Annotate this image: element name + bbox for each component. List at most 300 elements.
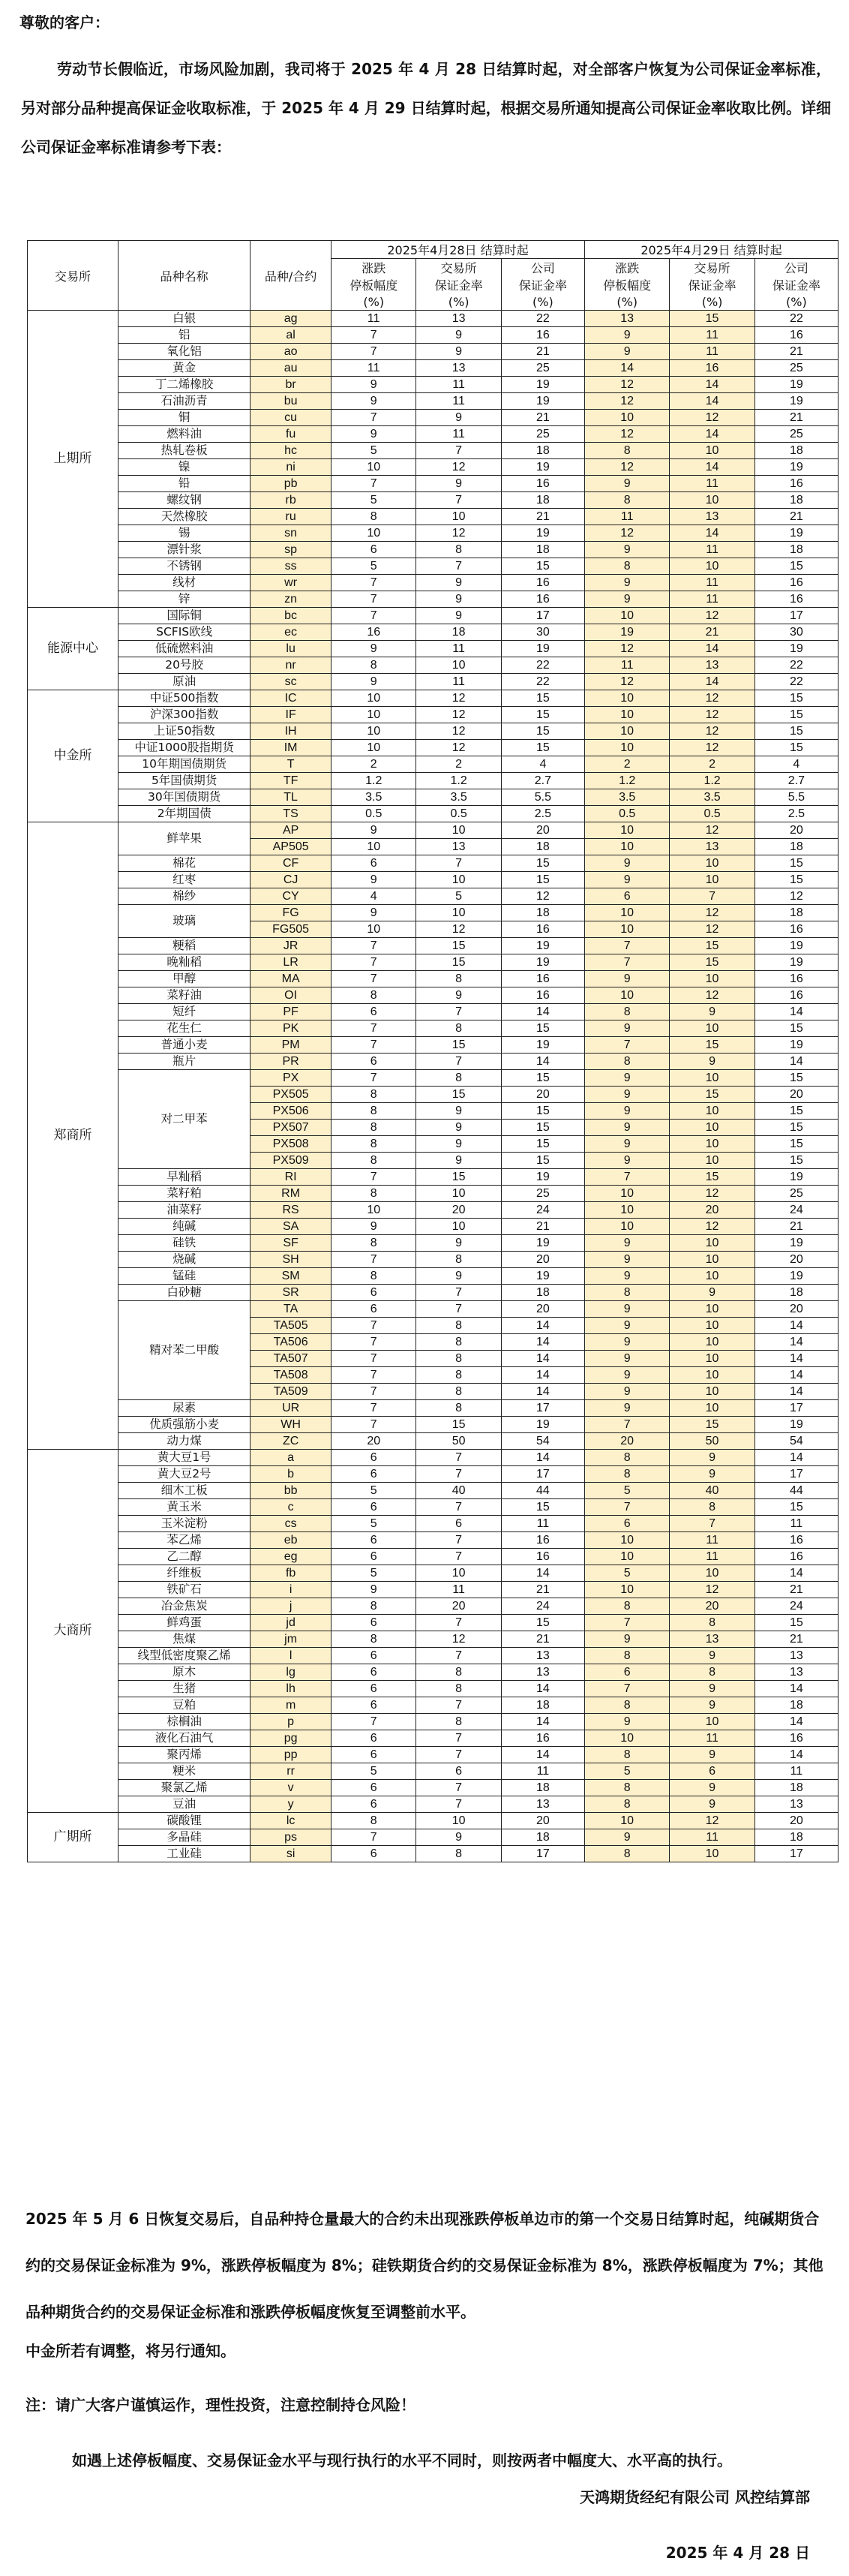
cell-code: pg xyxy=(250,1730,332,1747)
table-body xyxy=(28,311,838,1862)
cell-limit-0428: 10 xyxy=(332,723,416,740)
cell-compmargin-0428: 14 xyxy=(501,1565,584,1582)
cell-compmargin-0429: 14 xyxy=(754,1384,838,1400)
cell-product-name: 燃料油 xyxy=(118,426,250,443)
cell-compmargin-0429: 20 xyxy=(754,1301,838,1318)
cell-exmargin-0428: 9 xyxy=(416,1136,501,1153)
cell-limit-0429: 8 xyxy=(585,558,670,575)
cell-compmargin-0429: 20 xyxy=(754,1087,838,1103)
cell-limit-0428: 6 xyxy=(332,1796,416,1813)
cell-compmargin-0428: 13 xyxy=(501,1796,584,1813)
header-compmargin-1b: 保证金率 xyxy=(501,276,584,293)
cell-compmargin-0428: 14 xyxy=(501,1450,584,1466)
cell-limit-0428: 7 xyxy=(332,1400,416,1417)
cell-exmargin-0428: 15 xyxy=(416,1169,501,1186)
cell-exmargin-0429: 50 xyxy=(670,1433,754,1450)
cell-code: ZC xyxy=(250,1433,332,1450)
cell-compmargin-0428: 15 xyxy=(501,1120,584,1136)
cell-exmargin-0429: 11 xyxy=(670,1730,754,1747)
cell-exmargin-0428: 12 xyxy=(416,723,501,740)
table-row xyxy=(28,1417,838,1433)
cell-exmargin-0429: 40 xyxy=(670,1483,754,1499)
cell-compmargin-0429: 15 xyxy=(754,558,838,575)
cell-product-name: 黄大豆2号 xyxy=(118,1466,250,1483)
table-row xyxy=(28,1070,838,1087)
cell-code: b xyxy=(250,1466,332,1483)
cell-exmargin-0428: 8 xyxy=(416,1334,501,1351)
cell-exmargin-0428: 9 xyxy=(416,1235,501,1252)
cell-compmargin-0428: 15 xyxy=(501,872,584,888)
cell-compmargin-0428: 16 xyxy=(501,476,584,492)
cell-compmargin-0429: 14 xyxy=(754,1351,838,1367)
cell-compmargin-0429: 11 xyxy=(754,1516,838,1532)
cell-product-name: 烧碱 xyxy=(118,1252,250,1268)
cell-exmargin-0428: 8 xyxy=(416,1351,501,1367)
cell-exmargin-0429: 14 xyxy=(670,674,754,690)
cell-exmargin-0428: 11 xyxy=(416,393,501,410)
cell-product-name: 螺纹钢 xyxy=(118,492,250,509)
greeting: 尊敬的客户： xyxy=(20,14,110,32)
cell-limit-0429: 9 xyxy=(585,476,670,492)
cell-limit-0428: 7 xyxy=(332,476,416,492)
cell-product-name: 锌 xyxy=(118,591,250,608)
cell-exmargin-0428: 15 xyxy=(416,1087,501,1103)
cell-product-name: 线型低密度聚乙烯 xyxy=(118,1648,250,1664)
cell-code: ps xyxy=(250,1829,332,1846)
cell-limit-0429: 6 xyxy=(585,888,670,905)
table-row xyxy=(28,1780,838,1796)
cell-product-name: 玻璃 xyxy=(118,905,250,938)
cell-exmargin-0429: 12 xyxy=(670,723,754,740)
cell-product-name: 瓶片 xyxy=(118,1054,250,1070)
cell-compmargin-0429: 13 xyxy=(754,1648,838,1664)
cell-limit-0429: 5 xyxy=(585,1763,670,1780)
table-row xyxy=(28,1466,838,1483)
cell-compmargin-0429: 17 xyxy=(754,1400,838,1417)
cell-compmargin-0428: 19 xyxy=(501,938,584,954)
cell-limit-0429: 7 xyxy=(585,1681,670,1697)
cell-compmargin-0428: 15 xyxy=(501,723,584,740)
cell-exmargin-0429: 10 xyxy=(670,855,754,872)
cell-limit-0429: 9 xyxy=(585,1252,670,1268)
cell-limit-0429: 20 xyxy=(585,1433,670,1450)
cell-compmargin-0428: 14 xyxy=(501,1318,584,1334)
cell-code: TA xyxy=(250,1301,332,1318)
cell-exmargin-0428: 20 xyxy=(416,1598,501,1615)
cell-compmargin-0428: 14 xyxy=(501,1054,584,1070)
cell-compmargin-0429: 15 xyxy=(754,1615,838,1631)
header-limit-1c: (%) xyxy=(332,293,416,311)
cell-product-name: 粳米 xyxy=(118,1763,250,1780)
cell-compmargin-0428: 22 xyxy=(501,311,584,327)
cell-compmargin-0428: 19 xyxy=(501,954,584,971)
header-group-0428: 2025年4月28日 结算时起 xyxy=(332,241,585,259)
cell-code: rr xyxy=(250,1763,332,1780)
cell-limit-0428: 6 xyxy=(332,542,416,558)
cell-code: lu xyxy=(250,641,332,657)
cell-exmargin-0428: 7 xyxy=(416,1004,501,1020)
cell-product-name: 黄玉米 xyxy=(118,1499,250,1516)
cell-code: SF xyxy=(250,1235,332,1252)
cell-compmargin-0428: 15 xyxy=(501,740,584,756)
cell-exmargin-0429: 14 xyxy=(670,525,754,542)
cell-limit-0429: 8 xyxy=(585,1054,670,1070)
cell-compmargin-0429: 19 xyxy=(754,1268,838,1285)
cell-compmargin-0429: 16 xyxy=(754,1730,838,1747)
cell-code: TL xyxy=(250,789,332,806)
cell-limit-0428: 6 xyxy=(332,1664,416,1681)
cell-compmargin-0428: 19 xyxy=(501,459,584,476)
cell-compmargin-0428: 21 xyxy=(501,344,584,360)
cell-product-name: 玉米淀粉 xyxy=(118,1516,250,1532)
cell-limit-0428: 5 xyxy=(332,1763,416,1780)
cell-exmargin-0428: 11 xyxy=(416,426,501,443)
cell-code: TF xyxy=(250,773,332,789)
cell-compmargin-0429: 15 xyxy=(754,1499,838,1516)
cell-code: PR xyxy=(250,1054,332,1070)
cell-product-name: 聚丙烯 xyxy=(118,1747,250,1763)
table-row xyxy=(28,311,838,327)
table-row xyxy=(28,855,838,872)
cell-code: CF xyxy=(250,855,332,872)
table-row xyxy=(28,657,838,674)
cell-exmargin-0428: 7 xyxy=(416,1730,501,1747)
header-limit-1b: 停板幅度 xyxy=(332,276,416,293)
cell-exmargin-0428: 20 xyxy=(416,1202,501,1219)
cell-limit-0429: 7 xyxy=(585,1169,670,1186)
cell-compmargin-0428: 15 xyxy=(501,1136,584,1153)
cell-compmargin-0428: 14 xyxy=(501,1004,584,1020)
table-row xyxy=(28,1516,838,1532)
cell-code: v xyxy=(250,1780,332,1796)
cell-limit-0428: 7 xyxy=(332,1020,416,1037)
cell-code: a xyxy=(250,1450,332,1466)
cell-exmargin-0428: 12 xyxy=(416,690,501,707)
cell-exmargin-0429: 1.2 xyxy=(670,773,754,789)
cell-limit-0428: 9 xyxy=(332,1582,416,1598)
cell-product-name: 尿素 xyxy=(118,1400,250,1417)
cell-limit-0429: 7 xyxy=(585,1417,670,1433)
cell-exchange: 中金所 xyxy=(28,690,118,822)
cell-compmargin-0429: 14 xyxy=(754,1450,838,1466)
cell-exmargin-0429: 10 xyxy=(670,872,754,888)
header-exmargin-1c: (%) xyxy=(416,293,501,311)
cell-limit-0428: 7 xyxy=(332,327,416,344)
cell-limit-0428: 10 xyxy=(332,839,416,855)
cell-limit-0429: 9 xyxy=(585,1020,670,1037)
cell-compmargin-0428: 16 xyxy=(501,591,584,608)
cell-compmargin-0428: 18 xyxy=(501,443,584,459)
cell-exmargin-0428: 9 xyxy=(416,608,501,624)
cell-code: PX507 xyxy=(250,1120,332,1136)
cell-compmargin-0429: 54 xyxy=(754,1433,838,1450)
cell-compmargin-0429: 15 xyxy=(754,1120,838,1136)
cell-limit-0428: 6 xyxy=(332,1549,416,1565)
cell-limit-0429: 6 xyxy=(585,1516,670,1532)
table-row xyxy=(28,542,838,558)
cell-limit-0428: 1.2 xyxy=(332,773,416,789)
cell-compmargin-0428: 15 xyxy=(501,1499,584,1516)
cell-product-name: 上证50指数 xyxy=(118,723,250,740)
cell-compmargin-0429: 18 xyxy=(754,905,838,921)
cell-code: TA507 xyxy=(250,1351,332,1367)
cell-exmargin-0429: 10 xyxy=(670,1268,754,1285)
cell-limit-0429: 9 xyxy=(585,1384,670,1400)
cell-product-name: 优质强筋小麦 xyxy=(118,1417,250,1433)
cell-compmargin-0428: 16 xyxy=(501,1532,584,1549)
cell-limit-0429: 9 xyxy=(585,542,670,558)
table-row xyxy=(28,426,838,443)
cell-compmargin-0428: 20 xyxy=(501,1087,584,1103)
header-compmargin-2a: 公司 xyxy=(754,259,838,277)
cell-code: eb xyxy=(250,1532,332,1549)
cell-exmargin-0429: 10 xyxy=(670,971,754,987)
table-row xyxy=(28,905,838,921)
cell-limit-0429: 19 xyxy=(585,624,670,641)
cell-product-name: 棉纱 xyxy=(118,888,250,905)
cell-limit-0428: 6 xyxy=(332,1466,416,1483)
table-row xyxy=(28,1747,838,1763)
cell-exmargin-0429: 10 xyxy=(670,1714,754,1730)
cell-compmargin-0428: 13 xyxy=(501,1648,584,1664)
cell-limit-0428: 9 xyxy=(332,822,416,839)
cell-compmargin-0428: 25 xyxy=(501,1186,584,1202)
cell-limit-0428: 7 xyxy=(332,1714,416,1730)
cell-product-name: 菜籽油 xyxy=(118,987,250,1004)
cell-compmargin-0428: 14 xyxy=(501,1747,584,1763)
cell-exmargin-0429: 13 xyxy=(670,839,754,855)
cell-compmargin-0429: 19 xyxy=(754,459,838,476)
cell-limit-0428: 5 xyxy=(332,1516,416,1532)
header-limit-1a: 涨跌 xyxy=(332,259,416,277)
cell-limit-0428: 8 xyxy=(332,1153,416,1169)
cell-exmargin-0428: 12 xyxy=(416,525,501,542)
cell-code: SM xyxy=(250,1268,332,1285)
cell-product-name: 不锈钢 xyxy=(118,558,250,575)
cell-compmargin-0429: 15 xyxy=(754,1153,838,1169)
cell-exmargin-0428: 8 xyxy=(416,1846,501,1862)
cell-limit-0428: 6 xyxy=(332,1532,416,1549)
cell-limit-0428: 8 xyxy=(332,1235,416,1252)
cell-exmargin-0429: 20 xyxy=(670,1202,754,1219)
table-row xyxy=(28,624,838,641)
cell-product-name: 2年期国债 xyxy=(118,806,250,822)
cell-exmargin-0429: 12 xyxy=(670,1813,754,1829)
cell-limit-0429: 9 xyxy=(585,591,670,608)
cell-limit-0429: 10 xyxy=(585,1730,670,1747)
cell-compmargin-0429: 19 xyxy=(754,377,838,393)
cell-exmargin-0429: 11 xyxy=(670,1829,754,1846)
cell-exmargin-0429: 15 xyxy=(670,1037,754,1054)
cell-limit-0429: 5 xyxy=(585,1565,670,1582)
cell-code: si xyxy=(250,1846,332,1862)
cell-exmargin-0429: 11 xyxy=(670,591,754,608)
cell-exmargin-0428: 6 xyxy=(416,1763,501,1780)
table-row xyxy=(28,1714,838,1730)
cell-exmargin-0428: 10 xyxy=(416,509,501,525)
table-row xyxy=(28,1202,838,1219)
cell-product-name: 红枣 xyxy=(118,872,250,888)
cell-exchange: 大商所 xyxy=(28,1450,118,1813)
cell-code: ao xyxy=(250,344,332,360)
cell-product-name: 锡 xyxy=(118,525,250,542)
cell-code: OI xyxy=(250,987,332,1004)
cell-limit-0429: 8 xyxy=(585,1697,670,1714)
cell-compmargin-0429: 13 xyxy=(754,1796,838,1813)
table-row xyxy=(28,1483,838,1499)
cell-exmargin-0429: 12 xyxy=(670,822,754,839)
cell-exmargin-0428: 0.5 xyxy=(416,806,501,822)
cell-code: IF xyxy=(250,707,332,723)
header-compmargin-1a: 公司 xyxy=(501,259,584,277)
cell-product-name: 豆油 xyxy=(118,1796,250,1813)
cell-compmargin-0429: 18 xyxy=(754,839,838,855)
table-row xyxy=(28,575,838,591)
cell-exmargin-0428: 11 xyxy=(416,1582,501,1598)
cell-exmargin-0429: 13 xyxy=(670,509,754,525)
cell-exmargin-0428: 13 xyxy=(416,839,501,855)
cell-compmargin-0429: 4 xyxy=(754,756,838,773)
cell-compmargin-0428: 18 xyxy=(501,1780,584,1796)
cell-limit-0429: 0.5 xyxy=(585,806,670,822)
cell-exmargin-0429: 12 xyxy=(670,1219,754,1235)
cell-limit-0428: 5 xyxy=(332,1483,416,1499)
cell-limit-0429: 9 xyxy=(585,855,670,872)
cell-product-name: 苯乙烯 xyxy=(118,1532,250,1549)
cell-exmargin-0428: 7 xyxy=(416,1450,501,1466)
cell-exmargin-0428: 8 xyxy=(416,1681,501,1697)
cell-compmargin-0428: 5.5 xyxy=(501,789,584,806)
cell-limit-0428: 6 xyxy=(332,1499,416,1516)
cell-compmargin-0429: 14 xyxy=(754,1714,838,1730)
cell-limit-0429: 9 xyxy=(585,327,670,344)
cell-exmargin-0428: 7 xyxy=(416,492,501,509)
cell-exmargin-0429: 11 xyxy=(670,575,754,591)
cell-limit-0428: 8 xyxy=(332,987,416,1004)
cell-code: SA xyxy=(250,1219,332,1235)
cell-limit-0429: 7 xyxy=(585,1499,670,1516)
cell-compmargin-0428: 44 xyxy=(501,1483,584,1499)
cell-exmargin-0429: 13 xyxy=(670,1631,754,1648)
cell-limit-0428: 8 xyxy=(332,1087,416,1103)
cell-code: PF xyxy=(250,1004,332,1020)
cell-limit-0428: 9 xyxy=(332,1219,416,1235)
cell-code: al xyxy=(250,327,332,344)
cell-compmargin-0429: 15 xyxy=(754,740,838,756)
cell-product-name: 天然橡胶 xyxy=(118,509,250,525)
cell-limit-0429: 7 xyxy=(585,1037,670,1054)
cell-product-name: 铁矿石 xyxy=(118,1582,250,1598)
table-row xyxy=(28,327,838,344)
cell-exmargin-0429: 10 xyxy=(670,1235,754,1252)
cell-limit-0429: 9 xyxy=(585,1714,670,1730)
cell-exmargin-0429: 10 xyxy=(670,1384,754,1400)
cell-compmargin-0429: 14 xyxy=(754,1318,838,1334)
cell-exmargin-0429: 9 xyxy=(670,1004,754,1020)
cell-compmargin-0429: 16 xyxy=(754,921,838,938)
cell-exmargin-0429: 12 xyxy=(670,1582,754,1598)
cell-compmargin-0428: 19 xyxy=(501,1169,584,1186)
cell-product-name: 10年期国债期货 xyxy=(118,756,250,773)
header-exmargin-1b: 保证金率 xyxy=(416,276,501,293)
precedence-note: 如遇上述停板幅度、交易保证金水平与现行执行的水平不同时，则按两者中幅度大、水平高的执行。 xyxy=(72,2451,732,2469)
cell-compmargin-0429: 14 xyxy=(754,1681,838,1697)
cell-limit-0428: 11 xyxy=(332,311,416,327)
cell-code: FG xyxy=(250,905,332,921)
cell-exmargin-0429: 11 xyxy=(670,1532,754,1549)
cell-limit-0428: 7 xyxy=(332,938,416,954)
cell-product-name: 花生仁 xyxy=(118,1020,250,1037)
cell-limit-0428: 5 xyxy=(332,558,416,575)
cell-exmargin-0428: 12 xyxy=(416,1631,501,1648)
table-row xyxy=(28,888,838,905)
cell-code: IC xyxy=(250,690,332,707)
cell-product-name: 中证500指数 xyxy=(118,690,250,707)
cell-exmargin-0428: 7 xyxy=(416,443,501,459)
cell-compmargin-0428: 22 xyxy=(501,657,584,674)
cell-code: TA509 xyxy=(250,1384,332,1400)
cell-exmargin-0429: 12 xyxy=(670,410,754,426)
cell-compmargin-0429: 22 xyxy=(754,674,838,690)
cell-limit-0428: 8 xyxy=(332,1813,416,1829)
cell-exmargin-0428: 8 xyxy=(416,1070,501,1087)
cell-limit-0429: 9 xyxy=(585,1334,670,1351)
cell-exmargin-0429: 9 xyxy=(670,1697,754,1714)
cell-limit-0429: 10 xyxy=(585,822,670,839)
cell-limit-0428: 5 xyxy=(332,1565,416,1582)
cell-limit-0428: 6 xyxy=(332,1285,416,1301)
cell-exmargin-0429: 10 xyxy=(670,1400,754,1417)
cell-exmargin-0429: 11 xyxy=(670,1549,754,1565)
table-row xyxy=(28,459,838,476)
cell-exmargin-0429: 9 xyxy=(670,1054,754,1070)
cell-compmargin-0428: 18 xyxy=(501,542,584,558)
cell-exmargin-0428: 40 xyxy=(416,1483,501,1499)
cell-compmargin-0428: 11 xyxy=(501,1763,584,1780)
cell-compmargin-0428: 19 xyxy=(501,525,584,542)
cell-exmargin-0428: 7 xyxy=(416,1780,501,1796)
cell-code: bc xyxy=(250,608,332,624)
cell-exmargin-0429: 9 xyxy=(670,1285,754,1301)
cell-exmargin-0429: 9 xyxy=(670,1466,754,1483)
cell-compmargin-0429: 18 xyxy=(754,1780,838,1796)
cell-compmargin-0429: 5.5 xyxy=(754,789,838,806)
header-product-name: 品种名称 xyxy=(118,241,250,311)
cell-compmargin-0429: 15 xyxy=(754,855,838,872)
cell-compmargin-0428: 21 xyxy=(501,1219,584,1235)
cell-compmargin-0429: 25 xyxy=(754,426,838,443)
cell-exmargin-0429: 10 xyxy=(670,1136,754,1153)
cell-code: AP505 xyxy=(250,839,332,855)
cell-compmargin-0429: 22 xyxy=(754,311,838,327)
cell-limit-0428: 9 xyxy=(332,872,416,888)
cell-product-name: 白银 xyxy=(118,311,250,327)
cell-exmargin-0428: 15 xyxy=(416,1037,501,1054)
cell-exmargin-0428: 15 xyxy=(416,954,501,971)
cell-code: pp xyxy=(250,1747,332,1763)
cell-compmargin-0428: 14 xyxy=(501,1334,584,1351)
cell-compmargin-0428: 19 xyxy=(501,1417,584,1433)
cell-exmargin-0428: 9 xyxy=(416,1829,501,1846)
cell-compmargin-0429: 15 xyxy=(754,1136,838,1153)
table-row xyxy=(28,1796,838,1813)
cell-code: PX xyxy=(250,1070,332,1087)
cell-limit-0428: 20 xyxy=(332,1433,416,1450)
cell-limit-0428: 7 xyxy=(332,954,416,971)
cell-limit-0428: 6 xyxy=(332,1780,416,1796)
cell-exmargin-0429: 15 xyxy=(670,1087,754,1103)
cell-exmargin-0428: 9 xyxy=(416,1120,501,1136)
